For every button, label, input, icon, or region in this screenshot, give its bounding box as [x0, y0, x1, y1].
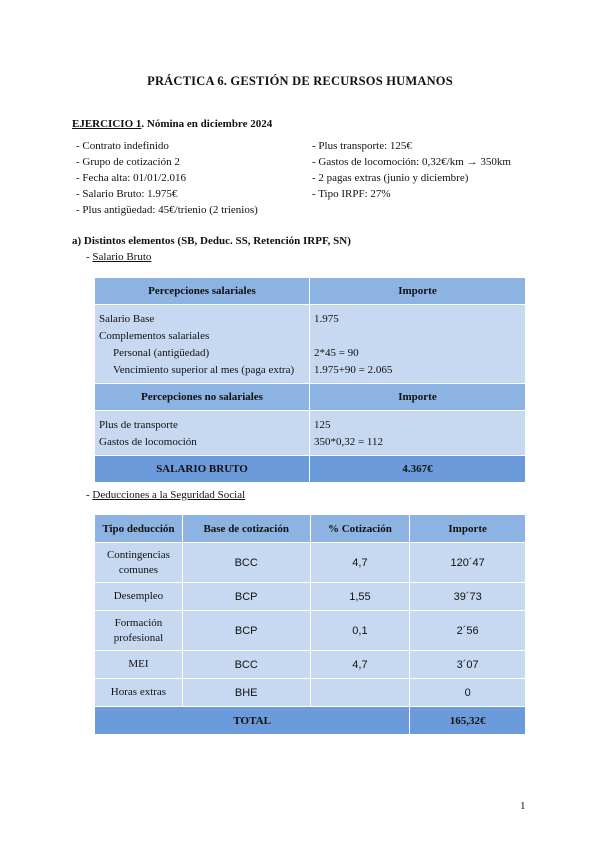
list-item: - 2 pagas extras (junio y diciembre)	[312, 172, 469, 184]
exercise-title	[72, 118, 272, 130]
list-item: - Salario Bruto: 1.975€	[76, 188, 178, 200]
deducciones-table	[94, 514, 526, 735]
total-label: SALARIO BRUTO	[95, 456, 310, 483]
table-header: Importe	[410, 515, 526, 543]
table-header: Percepciones no salariales	[95, 384, 310, 411]
total-label: TOTAL	[95, 707, 410, 735]
table-row: Formación profesional BCP 0,1 2´56	[95, 611, 526, 651]
exercise-right-list	[312, 138, 511, 202]
list-item: - Gastos de locomoción: 0,32€/km → 350km	[312, 156, 511, 168]
deducciones-subtitle: - Deducciones a la Seguridad Social	[86, 489, 246, 501]
section-a-heading: a) Distintos elementos (SB, Deduc. SS, Retención IRPF, SN)	[72, 235, 351, 247]
table-cell: Plus de transporte Gastos de locomoción	[95, 411, 310, 456]
page-title: PRÁCTICA 6. GESTIÓN DE RECURSOS HUMANOS	[147, 74, 453, 88]
list-item: - Plus transporte: 125€	[312, 140, 412, 152]
table-row: Desempleo BCP 1,55 39´73	[95, 583, 526, 611]
salario-bruto-subtitle: - Salario Bruto	[86, 251, 152, 263]
table-header: Importe	[309, 278, 525, 305]
table-header: Base de cotización	[182, 515, 310, 543]
list-item: - Tipo IRPF: 27%	[312, 188, 391, 200]
list-item: - Fecha alta: 01/01/2.016	[76, 172, 186, 184]
exercise-left-list	[76, 138, 258, 218]
list-item: - Plus antigüedad: 45€/trienio (2 trienios)	[76, 204, 258, 216]
list-item: - Contrato indefinido	[76, 140, 169, 152]
table-header: % Cotización	[310, 515, 410, 543]
table-row: Horas extras BHE 0	[95, 679, 526, 707]
exercise-heading: . Nómina en diciembre 2024	[141, 118, 273, 130]
total-value: 4.367€	[309, 456, 525, 483]
table-row: Contingencias comunes BCC 4,7 120´47	[95, 543, 526, 583]
table-cell: 125 350*0,32 = 112	[309, 411, 525, 456]
list-item: - Grupo de cotización 2	[76, 156, 180, 168]
table-header: Tipo deducción	[95, 515, 183, 543]
salario-bruto-table	[94, 277, 526, 483]
total-value: 165,32€	[410, 707, 526, 735]
table-header: Importe	[309, 384, 525, 411]
table-header: Percepciones salariales	[95, 278, 310, 305]
table-cell: 1.975 2*45 = 90 1.975+90 = 2.065	[309, 305, 525, 384]
table-cell: Salario Base Complementos salariales Personal (antigüedad) Vencimiento superior al mes (paga extra)	[95, 305, 310, 384]
page-number: 1	[520, 800, 526, 812]
exercise-label: EJERCICIO 1	[72, 118, 142, 130]
table-row: MEI BCC 4,7 3´07	[95, 651, 526, 679]
